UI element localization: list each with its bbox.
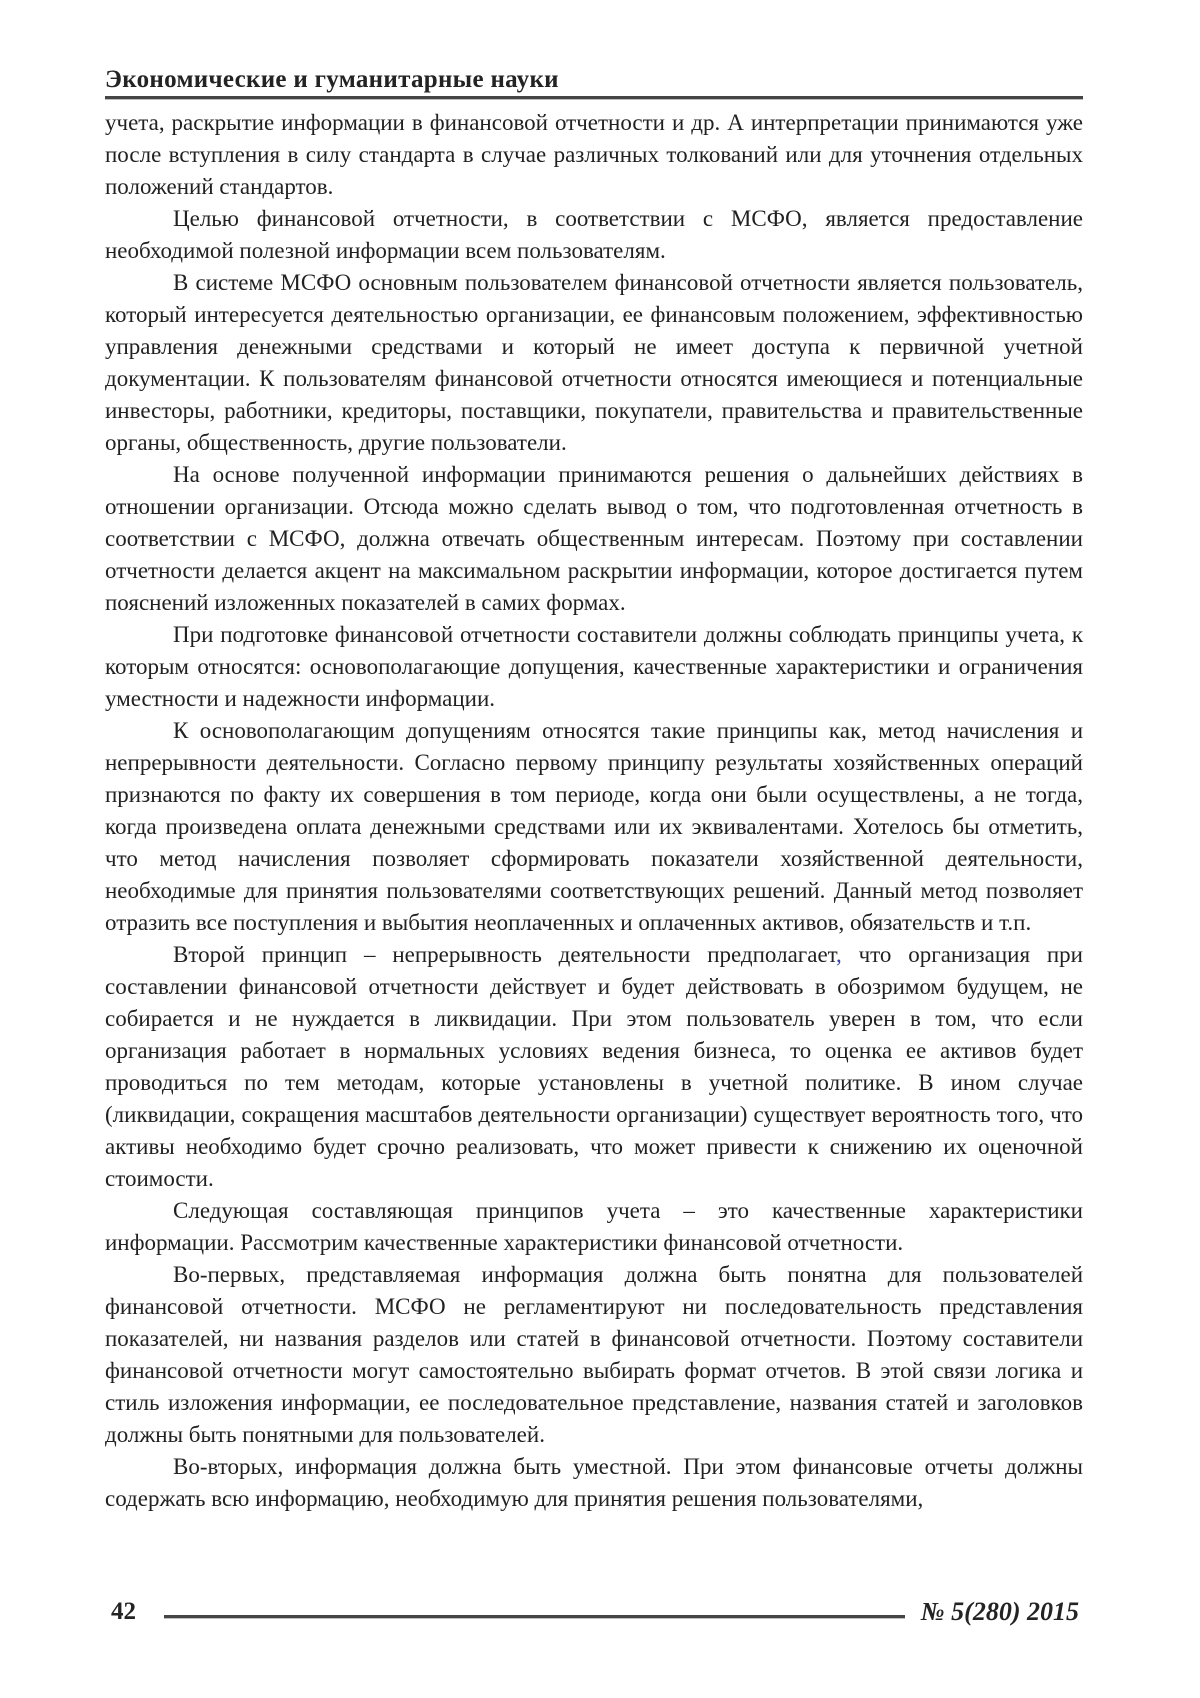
paragraph-5: При подготовке финансовой отчетности составители должны соблюдать принципы учета, к которым относятся: основополагающие допущения, качественные характеристики и ограничения уместности и надежности информации. xyxy=(105,622,1083,711)
footer-rule xyxy=(164,1615,905,1619)
issue-label: № 5(280) 2015 xyxy=(920,1597,1079,1626)
paragraph-3: В системе МСФО основным пользователем финансовой отчетности является пользователь, который интересуется деятельностью организации, ее финансовым положением, эффективностью управления денежными средствами и который не имеет доступа к первичной учетной документации. К пользователям финансовой отчетности относятся имеющиеся и потенциальные инвесторы, работники, кредиторы, поставщики, покупатели, правительства и правительственные органы, общественность, другие пользователи. xyxy=(105,270,1083,455)
paragraph-6: К основополагающим допущениям относятся такие принципы как, метод начисления и непрерывности деятельности. Согласно первому принципу результаты хозяйственных операций признаются по факту их совершения в том периоде, когда они были осуществлены, а не тогда, когда произведена оплата денежными средствами или их эквивалентами. Хотелось бы отметить, что метод начисления позволяет сформировать показатели хозяйственной деятельности, необходимые для принятия пользователями соответствующих решений. Данный метод позволяет отразить все поступления и выбытия неоплаченных и оплаченных активов, обязательств и т.п. xyxy=(105,718,1083,935)
header-rule xyxy=(105,96,1083,100)
paragraph-7 xyxy=(105,939,1083,1195)
paragraph-4: На основе полученной информации принимаются решения о дальнейших действиях в отношении организации. Отсюда можно сделать вывод о том, что подготовленная отчетность в соответствии с МСФО, должна отвечать общественным интересам. Поэтому при составлении отчетности делается акцент на максимальном раскрытии информации, которое достигается путем пояснений изложенных показателей в самих формах. xyxy=(105,462,1083,615)
paragraph-7-text: Второй принцип – непрерывность деятельности предполагает xyxy=(173,942,836,967)
page-footer xyxy=(105,1597,1083,1627)
paragraph-1: учета, раскрытие информации в финансовой отчетности и др. А интерпретации принимаются уже после вступления в силу стандарта в случае различных толкований или для уточнения отдельных положений стандартов. xyxy=(105,110,1083,199)
page-header xyxy=(105,66,1083,100)
paragraph-9: Во-первых, представляемая информация должна быть понятна для пользователей финансовой отчетности. МСФО не регламентируют ни последовательность представления показателей, ни названия разделов или статей в финансовой отчетности. Поэтому составители финансовой отчетности могут самостоятельно выбирать формат отчетов. В этой связи логика и стиль изложения информации, ее последовательное представление, названия статей и заголовков должны быть понятными для пользователей. xyxy=(105,1262,1083,1447)
paragraph-8: Следующая составляющая принципов учета – это качественные характеристики информации. Рассмотрим качественные характеристики финансовой отчетности. xyxy=(105,1198,1083,1255)
blue-comma: , xyxy=(835,942,842,967)
page-number: 42 xyxy=(111,1598,136,1625)
paragraph-2: Целью финансовой отчетности, в соответствии с МСФО, является предоставление необходимой полезной информации всем пользователям. xyxy=(105,206,1083,263)
article-body xyxy=(105,107,1083,1515)
journal-section-title: Экономические и гуманитарные науки xyxy=(105,66,559,93)
paragraph-7-text: что организация при составлении финансовой отчетности действует и будет действовать в обозримом будущем, не собирается и не нуждается в ликвидации. При этом пользователь уверен в том, что если организация работает в нормальных условиях ведения бизнеса, то оценка ее активов будет проводиться по тем методам, которые установлены в учетной политике. В ином случае (ликвидации, сокращения масштабов деятельности организации) существует вероятность того, что активы необходимо будет срочно реализовать, что может привести к снижению их оценочной стоимости. xyxy=(105,942,1083,1191)
paragraph-10: Во-вторых, информация должна быть уместной. При этом финансовые отчеты должны содержать всю информацию, необходимую для принятия решения пользователями, xyxy=(105,1454,1083,1511)
